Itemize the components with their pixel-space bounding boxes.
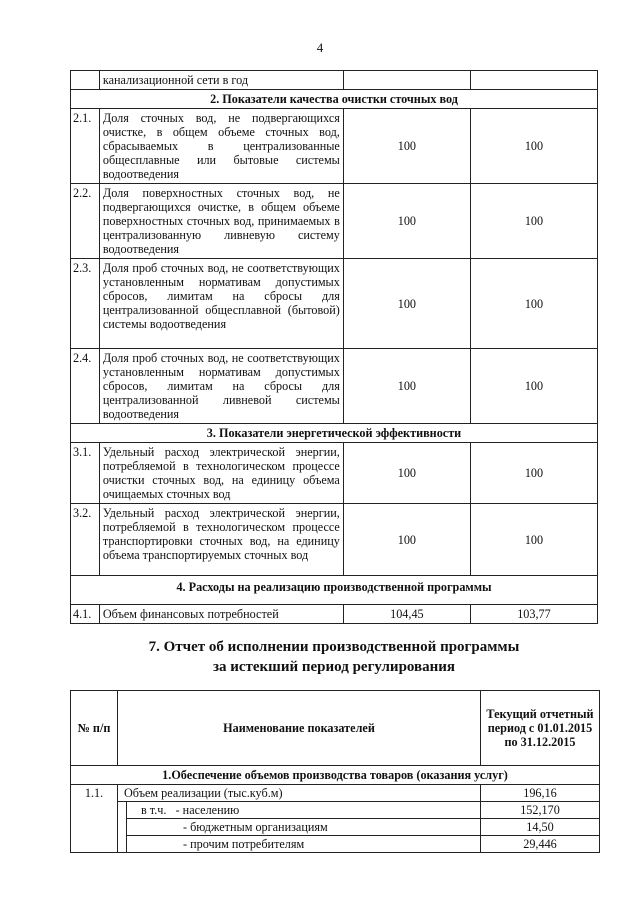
row-name: Объем реализации (тыс.куб.м) bbox=[118, 785, 481, 802]
row-value-1: 100 bbox=[343, 109, 470, 184]
row-number: 1.1. bbox=[71, 785, 118, 853]
report-table bbox=[70, 690, 600, 853]
row-value-2: 100 bbox=[470, 443, 597, 504]
row-value-2: 100 bbox=[470, 109, 597, 184]
row-text: Объем финансовых потребностей bbox=[99, 605, 343, 624]
table-row bbox=[71, 71, 598, 90]
row-number: 2.2. bbox=[71, 184, 100, 259]
row-number: 2.4. bbox=[71, 349, 100, 424]
table-row bbox=[71, 785, 600, 802]
heading-line-2: за истекший период регулирования bbox=[212, 659, 456, 675]
section-title: 2. Показатели качества очистки сточных вод bbox=[71, 90, 598, 109]
table-row bbox=[71, 605, 598, 624]
table-row bbox=[71, 504, 598, 576]
table-row bbox=[71, 184, 598, 259]
report-heading bbox=[70, 637, 598, 677]
section-title: 3. Показатели энергетической эффективности bbox=[71, 424, 598, 443]
row-value-1: 100 bbox=[343, 184, 470, 259]
row-number: 2.1. bbox=[71, 109, 100, 184]
table-row bbox=[71, 836, 600, 853]
row-value-2: 100 bbox=[470, 259, 597, 349]
row-text: Удельный расход электрической энергии, потребляемой в технологическом процессе транспортировки сточных вод, на единицу объема транспортируемых сточных вод bbox=[99, 504, 343, 576]
row-value-2: 103,77 bbox=[470, 605, 597, 624]
row-value-1: 100 bbox=[343, 349, 470, 424]
table-row bbox=[71, 802, 600, 819]
table-row bbox=[71, 259, 598, 349]
row-value-2: 100 bbox=[470, 349, 597, 424]
row-value-1: 104,45 bbox=[343, 605, 470, 624]
header-name: Наименование показателей bbox=[118, 691, 481, 766]
page-number: 4 bbox=[316, 40, 324, 55]
header-row bbox=[71, 691, 600, 766]
header-num: № п/п bbox=[71, 691, 118, 766]
row-text: Доля поверхностных сточных вод, не подвергающихся очистке, в общем объеме поверхностных сточных вод, принимаемых в централизованную ливневую систему водоотведения bbox=[99, 184, 343, 259]
table-row bbox=[71, 443, 598, 504]
section-header bbox=[71, 90, 598, 109]
row-value-1: 100 bbox=[343, 259, 470, 349]
table-row bbox=[71, 349, 598, 424]
row-value-1: 100 bbox=[343, 504, 470, 576]
row-number: 2.3. bbox=[71, 259, 100, 349]
row-number: 3.1. bbox=[71, 443, 100, 504]
heading-line-1: 7. Отчет об исполнении производственной программы bbox=[148, 639, 520, 655]
row-value-2: 100 bbox=[470, 504, 597, 576]
table-row bbox=[71, 109, 598, 184]
header-period: Текущий отчетный период с 01.01.2015 по 31.12.2015 bbox=[481, 691, 600, 766]
top-row-text: канализационной сети в год bbox=[99, 71, 343, 90]
section-title: 4. Расходы на реализацию производственной программы bbox=[71, 576, 598, 605]
row-name: - прочим потребителям bbox=[127, 836, 481, 853]
section-header bbox=[71, 576, 598, 605]
row-text: Доля проб сточных вод, не соответствующих установленным нормативам допустимых сбросов, лимитам на сбросы для централизованной общесплавной (бытовой) системы водоотведения bbox=[99, 259, 343, 349]
row-value: 152,170 bbox=[481, 802, 600, 819]
row-value: 196,16 bbox=[481, 785, 600, 802]
table-row bbox=[71, 819, 600, 836]
row-value-2: 100 bbox=[470, 184, 597, 259]
section-header bbox=[71, 424, 598, 443]
row-number: 3.2. bbox=[71, 504, 100, 576]
row-value: 14,50 bbox=[481, 819, 600, 836]
row-value: 29,446 bbox=[481, 836, 600, 853]
row-value-1: 100 bbox=[343, 443, 470, 504]
indicators-table bbox=[70, 70, 598, 624]
row-name: в т.ч. - населению bbox=[127, 802, 481, 819]
row-text: Доля сточных вод, не подвергающихся очистке, в общем объеме сточных вод, сбрасываемых в централизованные общесплавные или бытовые системы водоотведения bbox=[99, 109, 343, 184]
row-name: - бюджетным организациям bbox=[127, 819, 481, 836]
row-text: Удельный расход электрической энергии, потребляемой в технологическом процессе очистки сточных вод, на единицу объема очищаемых сточных вод bbox=[99, 443, 343, 504]
section-title: 1.Обеспечение объемов производства товаров (оказания услуг) bbox=[71, 766, 600, 785]
row-text: Доля проб сточных вод, не соответствующих установленным нормативам допустимых сбросов, лимитам на сбросы для централизованной ливневой системы водоотведения bbox=[99, 349, 343, 424]
row-number: 4.1. bbox=[71, 605, 100, 624]
section-header bbox=[71, 766, 600, 785]
